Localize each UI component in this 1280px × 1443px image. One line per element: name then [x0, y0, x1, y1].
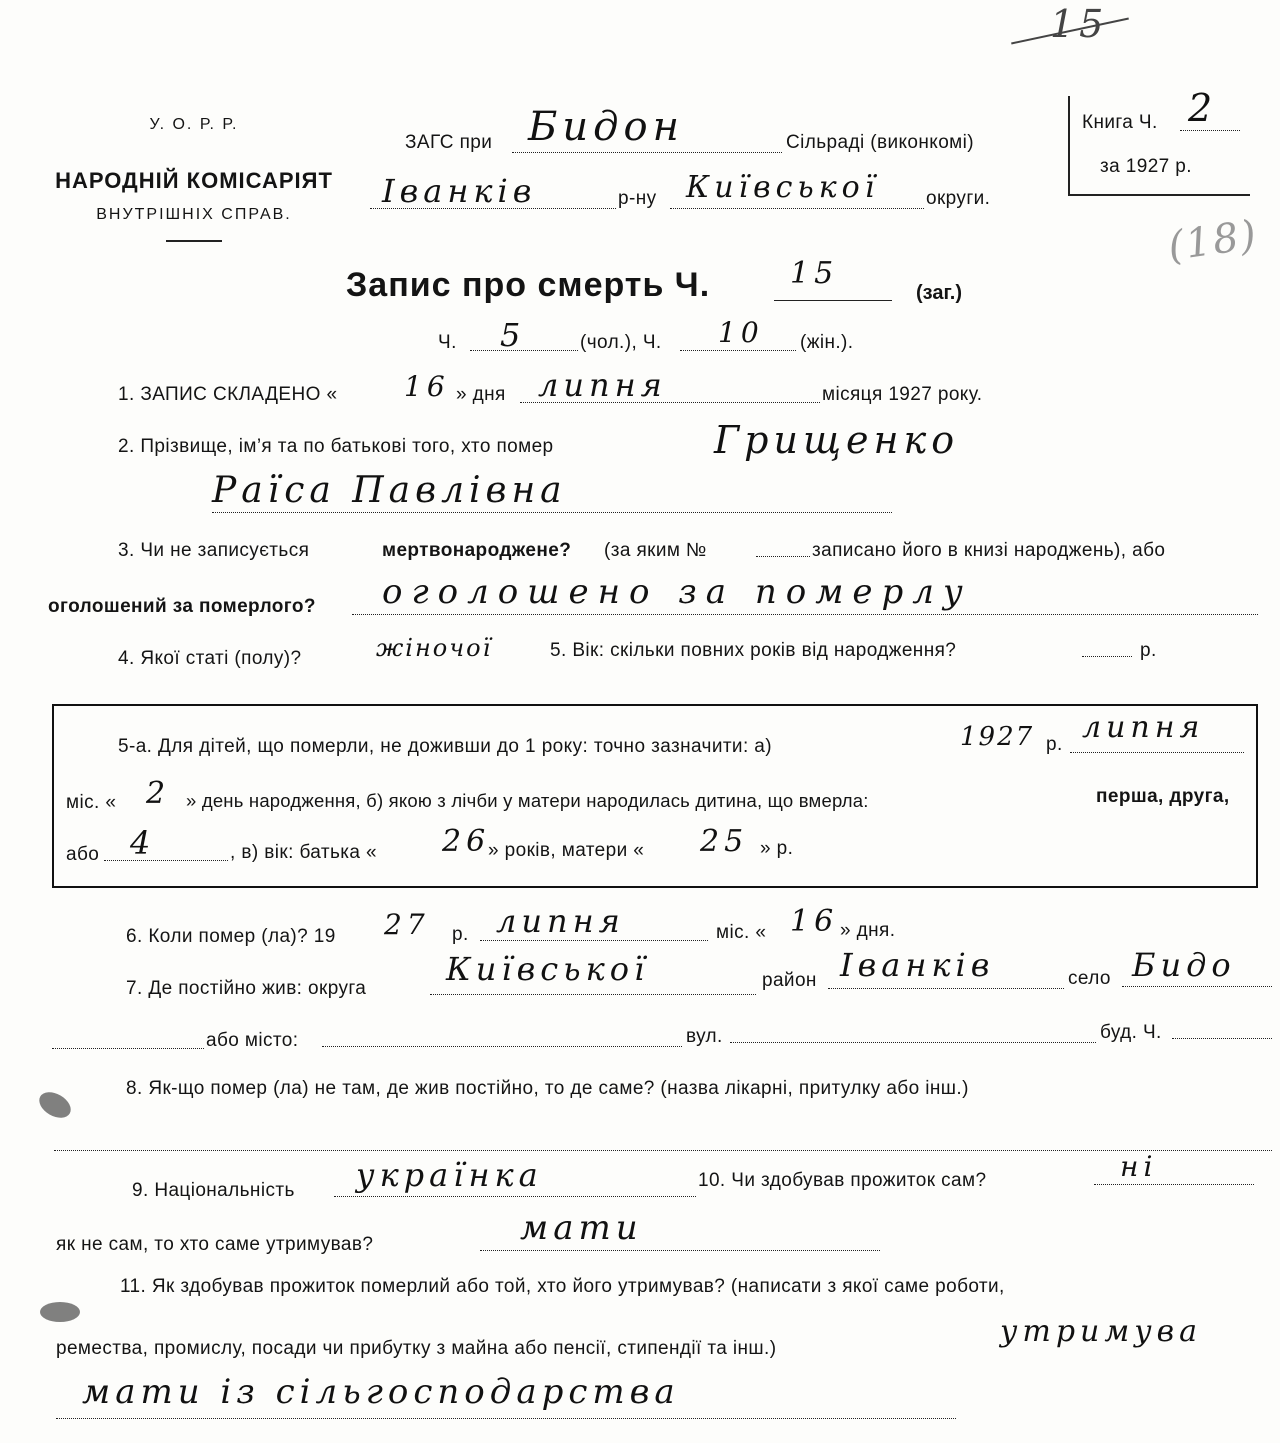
item4-answer: жіночої — [376, 634, 493, 662]
book-year: за 1927 р. — [1100, 156, 1192, 177]
item2-label: 2. Прізвище, ім’я та по батькові того, хто помер — [118, 436, 554, 457]
raion-suffix: р-ну — [618, 188, 657, 209]
item3-line1-a: 3. Чи не записується — [118, 540, 310, 561]
subcount-prefix: Ч. — [438, 332, 457, 353]
item1-mid: » дня — [456, 384, 506, 405]
item5a-order: 4 — [130, 824, 156, 862]
item5-suffix: р. — [1140, 640, 1157, 661]
item5a-mother-age: 25 — [700, 824, 749, 859]
item3-line1-c: (за яким № — [604, 540, 707, 561]
item7-raion-label: район — [762, 970, 817, 991]
item6-day: 16 — [790, 904, 839, 939]
item6-month-line — [480, 940, 708, 941]
item5a-year: 1927 — [960, 722, 1035, 752]
item4-label: 4. Якої статі (полу)? — [118, 648, 302, 669]
item3-answer: оголошено за померлу — [382, 572, 972, 612]
top-pencil-mark: 15 — [1050, 2, 1109, 46]
item10b-answer: мати — [520, 1208, 643, 1248]
okruha-suffix: округи. — [926, 188, 991, 209]
item10-line — [1094, 1184, 1254, 1185]
book-number: 2 — [1188, 86, 1218, 130]
item7-raion: Іванків — [840, 946, 995, 984]
council-label: Сільраді (виконкомі) — [786, 132, 974, 153]
item5a-line3-a: або — [66, 844, 100, 865]
item7-selo-label: село — [1068, 968, 1111, 989]
ink-smudge — [35, 1087, 75, 1123]
item5-line — [1082, 656, 1132, 657]
item10b-line — [480, 1250, 880, 1251]
item1-suffix: місяця 1927 року. — [822, 384, 983, 405]
raion-line — [370, 208, 616, 209]
item5a-line3-d: » р. — [760, 838, 794, 859]
ink-smudge — [40, 1302, 80, 1322]
item7-label: 7. Де постійно жив: округа — [126, 978, 367, 999]
okruha-line — [670, 208, 924, 209]
item5a-line2-b: » день народження, б) якою з лічби у матери народилась дитина, що вмерла: — [186, 790, 869, 811]
village-handwritten: Бидон — [528, 104, 684, 150]
item6-suffix: » дня. — [840, 920, 896, 941]
item11-line1: 11. Як здобував прожиток померлий або той, хто його утримував? (написати з якої саме роботи, — [120, 1276, 1005, 1297]
item9-answer: українка — [356, 1156, 543, 1194]
item5a-father-age: 26 — [442, 824, 491, 859]
item7-okruha: Київської — [446, 950, 650, 988]
item7-okruha-line — [430, 994, 756, 995]
item2-surname: Грищенко — [714, 418, 960, 462]
item5a-month: липня — [1082, 710, 1205, 745]
item5a-line2-c: перша, друга, — [1096, 786, 1230, 807]
item7-misto-pre-line — [52, 1048, 204, 1049]
item9-label: 9. Національність — [132, 1180, 295, 1201]
item2-given: Раїса Павлівна — [212, 470, 567, 511]
record-title: Запис про смерть Ч. — [346, 266, 711, 304]
okruha-handwritten: Київської — [686, 170, 880, 205]
item1-label: 1. ЗАПИС СКЛАДЕНО « — [118, 384, 338, 405]
village-line — [512, 152, 782, 153]
item7-bud-line — [1172, 1038, 1272, 1039]
record-number-line — [774, 300, 892, 301]
item3-answer-line — [352, 614, 1258, 615]
item5a-line3-b: , в) вік: батька « — [230, 842, 377, 863]
item6-month: липня — [496, 902, 625, 940]
item6-year: 27 — [384, 908, 430, 941]
item7-bud-label: буд. Ч. — [1100, 1022, 1162, 1043]
item8-line — [54, 1150, 1272, 1151]
margin-number: (18) — [1165, 211, 1261, 271]
raion-handwritten: Іванків — [382, 172, 537, 210]
item1-month: липня — [538, 366, 667, 404]
commissariat-name: НАРОДНІЙ КОМІСАРІЯТ — [55, 168, 333, 193]
item5-label: 5. Вік: скільки повних років від народження? — [550, 640, 957, 661]
female-count-line — [680, 350, 796, 351]
item1-day: 16 — [404, 370, 450, 403]
item7-selo-line — [1122, 986, 1272, 987]
item10b-label: як не сам, то хто саме утримував? — [56, 1234, 374, 1255]
item7-misto-line — [322, 1046, 682, 1047]
item2-line — [212, 512, 892, 513]
item11-line2: ремества, промислу, посади чи прибутку з майна або пенсії, стипендії та інш.) — [56, 1338, 777, 1359]
item7-selo: Бидо — [1132, 946, 1236, 984]
zags-prefix: ЗАГС при — [405, 132, 493, 153]
book-label: Книга Ч. — [1082, 112, 1158, 133]
item3-number-line — [756, 556, 810, 557]
record-number: 15 — [790, 256, 839, 291]
male-label: (чол.), Ч. — [580, 332, 662, 353]
item5a-month-line — [1070, 752, 1244, 753]
female-count: 10 — [718, 316, 764, 349]
item7-misto-label: або місто: — [206, 1030, 299, 1051]
item6-mis: міс. « — [716, 922, 767, 943]
header-divider — [166, 240, 222, 242]
item8-label: 8. Як-що помер (ла) не там, де жив постійно, то де саме? (назва лікарні, притулку або інш.) — [126, 1078, 969, 1099]
item11-line — [56, 1418, 956, 1419]
item5a-line3-c: » років, матери « — [488, 840, 645, 861]
male-count: 5 — [500, 316, 526, 354]
republic-name: У. О. Р. Р. — [149, 116, 239, 133]
item6-r: р. — [452, 924, 469, 945]
item7-raion-line — [828, 988, 1064, 989]
item7-vul-line — [730, 1042, 1096, 1043]
female-label: (жін.). — [800, 332, 854, 353]
item9-line — [334, 1196, 696, 1197]
item11-answer1: утримува — [1000, 1314, 1202, 1349]
item3-line2-a: оголошений за померлого? — [48, 596, 316, 617]
item5a-order-line — [104, 860, 228, 861]
item7-vul-label: вул. — [686, 1026, 723, 1047]
book-number-line — [1180, 130, 1240, 131]
book-box — [1068, 96, 1250, 196]
item6-label: 6. Коли помер (ла)? 19 — [126, 926, 336, 947]
item3-line1-b: мертвонароджене? — [382, 540, 572, 561]
item5a-line2-a: міс. « — [66, 792, 117, 813]
item3-line1-d: записано його в книзі народжень), або — [812, 540, 1166, 561]
record-suffix: (заг.) — [916, 282, 963, 304]
department-name: ВНУТРІШНІХ СПРАВ. — [96, 206, 292, 223]
item5a-day: 2 — [146, 776, 171, 811]
item5a-year-suffix: р. — [1046, 734, 1063, 755]
item10-answer: ні — [1120, 1150, 1158, 1183]
item5a-line1: 5-а. Для дітей, що померли, не доживши до 1 року: точно зазначити: а) — [118, 736, 772, 757]
item10-label: 10. Чи здобував прожиток сам? — [698, 1170, 987, 1191]
item11-answer2: мати із сільгосподарства — [82, 1372, 680, 1412]
